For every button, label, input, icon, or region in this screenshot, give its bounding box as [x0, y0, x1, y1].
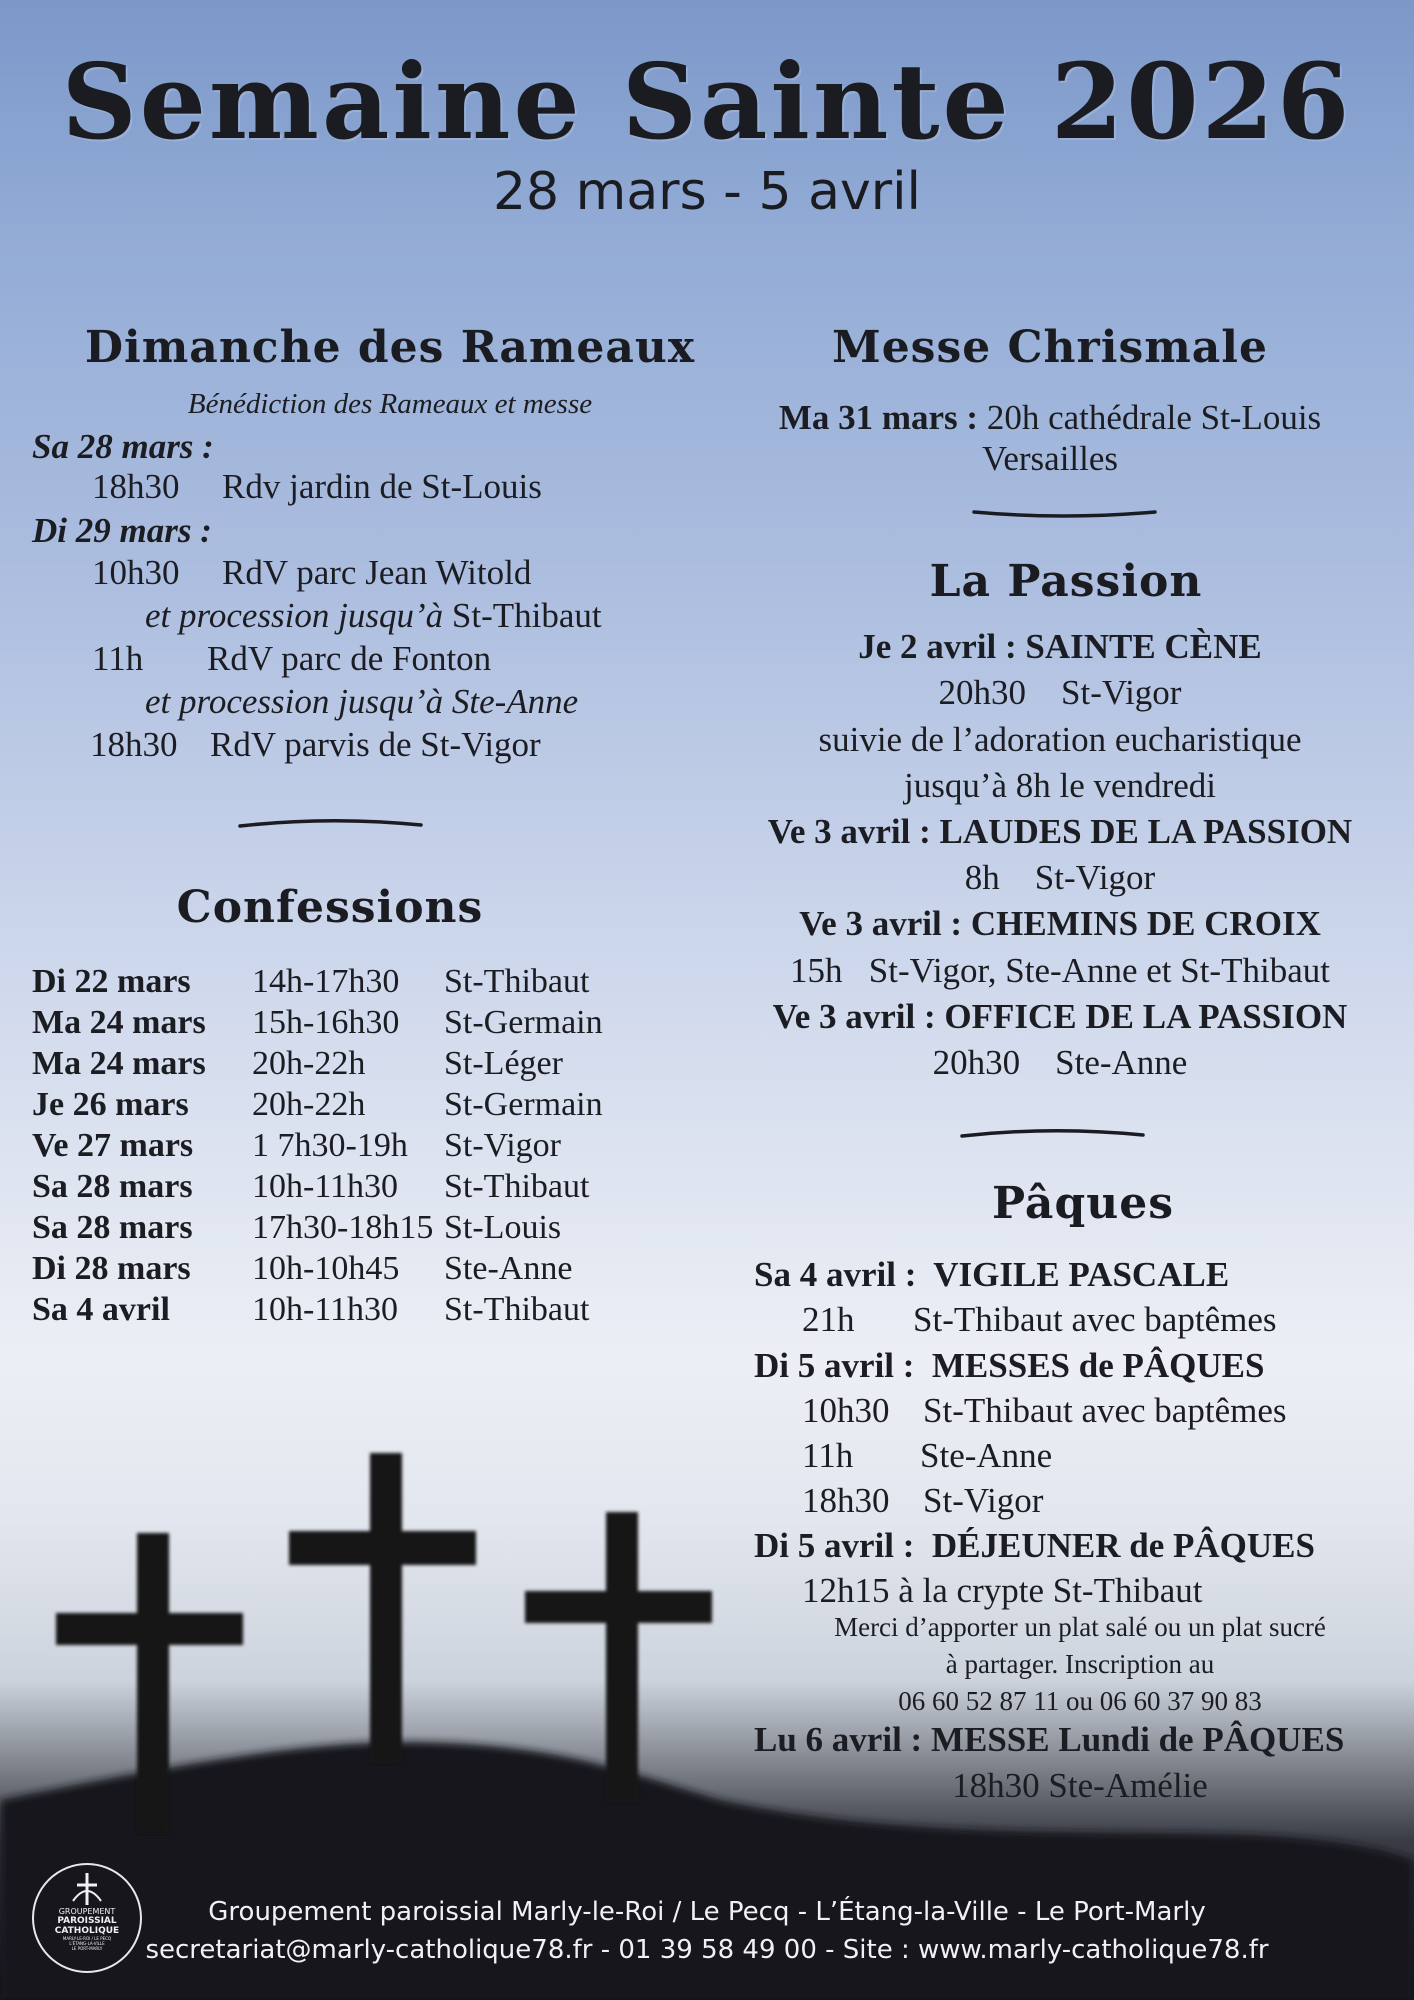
- confession-place: St-Germain: [444, 1086, 603, 1123]
- confession-time: 15h-16h30: [252, 1004, 400, 1041]
- paques-place: Ste-Anne: [920, 1436, 1053, 1475]
- confession-time: 20h-22h: [252, 1086, 366, 1123]
- confession-day: Di 28 mars: [32, 1250, 191, 1287]
- logo-text: GROUPEMENT: [58, 1907, 116, 1916]
- passion-line: Ve 3 avril : LAUDES DE LA PASSION: [767, 812, 1353, 851]
- confession-time: 14h-17h30: [252, 963, 400, 1000]
- passion-heading: La Passion: [929, 556, 1203, 607]
- passion-line: Ve 3 avril : OFFICE DE LA PASSION: [772, 997, 1348, 1036]
- confession-place: St-Thibaut: [444, 963, 590, 1000]
- rameaux-subtitle: Bénédiction des Rameaux et messe: [187, 388, 593, 420]
- confession-day: Ma 24 mars: [32, 1004, 206, 1041]
- rameaux-time: 18h30: [92, 467, 180, 506]
- footer-parish: Groupement paroissial Marly-le-Roi / Le Pecq - L’Étang-la-Ville - Le Port-Marly: [208, 1897, 1206, 1927]
- confession-day: Sa 28 mars: [32, 1168, 193, 1205]
- confession-place: St-Thibaut: [444, 1168, 590, 1205]
- confession-time: 20h-22h: [252, 1045, 366, 1082]
- paques-time: 21h: [802, 1300, 855, 1339]
- chrismale-heading: Messe Chrismale: [831, 322, 1268, 373]
- confession-time: 10h-11h30: [252, 1168, 399, 1205]
- paques-line: Lu 6 avril : MESSE Lundi de PÂQUES: [754, 1720, 1345, 1759]
- rameaux-time: 11h: [92, 639, 144, 678]
- paques-phone: 06 60 52 87 11 ou 06 60 37 90 83: [898, 1686, 1262, 1716]
- logo-text: MARLY-LE-ROI / LE PECQ: [62, 1936, 112, 1941]
- logo-text: PAROISSIAL: [57, 1916, 117, 1926]
- confession-day: Ve 27 mars: [32, 1127, 194, 1164]
- paques-line: Sa 4 avril : VIGILE PASCALE: [754, 1255, 1230, 1294]
- confession-place: St-Louis: [444, 1209, 562, 1246]
- page-title: Semaine Sainte 2026: [61, 40, 1353, 163]
- rameaux-place: RdV parvis de St-Vigor: [210, 725, 541, 764]
- rameaux-note: et procession jusqu’à Ste-Anne: [145, 682, 579, 721]
- logo-text: L'ÉTANG-LA-VILLE: [69, 1941, 105, 1946]
- confession-day: Je 26 mars: [32, 1086, 189, 1123]
- confession-time: 10h-11h30: [252, 1291, 399, 1328]
- passion-line: Je 2 avril : SAINTE CÈNE: [858, 627, 1262, 666]
- paques-line: Di 5 avril : DÉJEUNER de PÂQUES: [754, 1526, 1315, 1565]
- confession-time: 10h-10h45: [252, 1250, 400, 1287]
- rameaux-time: 18h30: [90, 725, 178, 764]
- passion-line: 20h30 Ste-Anne: [932, 1043, 1188, 1082]
- confession-place: Ste-Anne: [444, 1250, 573, 1287]
- passion-line: suivie de l’adoration eucharistique: [818, 720, 1302, 759]
- passion-line: 20h30 St-Vigor: [938, 673, 1182, 712]
- confession-place: St-Thibaut: [444, 1291, 590, 1328]
- confession-time: 1 7h30-19h: [252, 1127, 408, 1164]
- paques-line: 18h30 Ste-Amélie: [952, 1766, 1208, 1805]
- confession-place: St-Léger: [444, 1045, 563, 1082]
- rameaux-place: Rdv jardin de St-Louis: [222, 467, 542, 506]
- rameaux-time: 10h30: [92, 553, 180, 592]
- passion-line: jusqu’à 8h le vendredi: [904, 766, 1216, 805]
- logo-text: LE PORT-MARLY: [71, 1946, 103, 1951]
- confession-day: Ma 24 mars: [32, 1045, 206, 1082]
- confession-place: St-Germain: [444, 1004, 603, 1041]
- footer-contact: secretariat@marly-catholique78.fr - 01 39 58 49 00 - Site : www.marly-catholique78.fr: [145, 1935, 1269, 1965]
- date-range: 28 mars - 5 avril: [492, 162, 922, 222]
- rameaux-day-di: Di 29 mars :: [32, 511, 212, 550]
- logo-text: CATHOLIQUE: [54, 1926, 120, 1936]
- paques-line: 12h15 à la crypte St-Thibaut: [802, 1571, 1203, 1610]
- paques-time: 10h30: [802, 1391, 890, 1430]
- confession-time: 17h30-18h15: [252, 1209, 434, 1246]
- chrismale-line: Ma 31 mars : 20h cathédrale St-Louis: [778, 398, 1322, 437]
- paques-note: Merci d’apporter un plat salé ou un plat sucré: [834, 1612, 1326, 1642]
- paques-time: 11h: [802, 1436, 854, 1475]
- paques-place: St-Vigor: [923, 1481, 1044, 1520]
- rameaux-heading: Dimanche des Rameaux: [84, 322, 696, 373]
- rameaux-day-sa: Sa 28 mars :: [32, 427, 214, 466]
- paques-place: St-Thibaut avec baptêmes: [923, 1391, 1287, 1430]
- confession-day: Sa 4 avril: [32, 1291, 170, 1328]
- cross-icon: [289, 1453, 476, 1763]
- confession-day: Di 22 mars: [32, 963, 191, 1000]
- passion-line: 8h St-Vigor: [964, 858, 1156, 897]
- confession-day: Sa 28 mars: [32, 1209, 193, 1246]
- paques-time: 18h30: [802, 1481, 890, 1520]
- paques-line: Di 5 avril : MESSES de PÂQUES: [754, 1346, 1265, 1385]
- confession-place: St-Vigor: [444, 1127, 561, 1164]
- paques-place: St-Thibaut avec baptêmes: [913, 1300, 1277, 1339]
- paques-heading: Pâques: [992, 1178, 1174, 1229]
- passion-line: 15h St-Vigor, Ste-Anne et St-Thibaut: [790, 951, 1330, 990]
- paques-note: à partager. Inscription au: [945, 1649, 1215, 1679]
- passion-line: Ve 3 avril : CHEMINS DE CROIX: [799, 904, 1321, 943]
- chrismale-line: Versailles: [981, 439, 1119, 478]
- rameaux-place: RdV parc de Fonton: [207, 639, 492, 678]
- confessions-heading: Confessions: [176, 882, 484, 933]
- rameaux-place: RdV parc Jean Witold: [222, 553, 532, 592]
- rameaux-note: et procession jusqu’à St-Thibaut: [145, 596, 602, 635]
